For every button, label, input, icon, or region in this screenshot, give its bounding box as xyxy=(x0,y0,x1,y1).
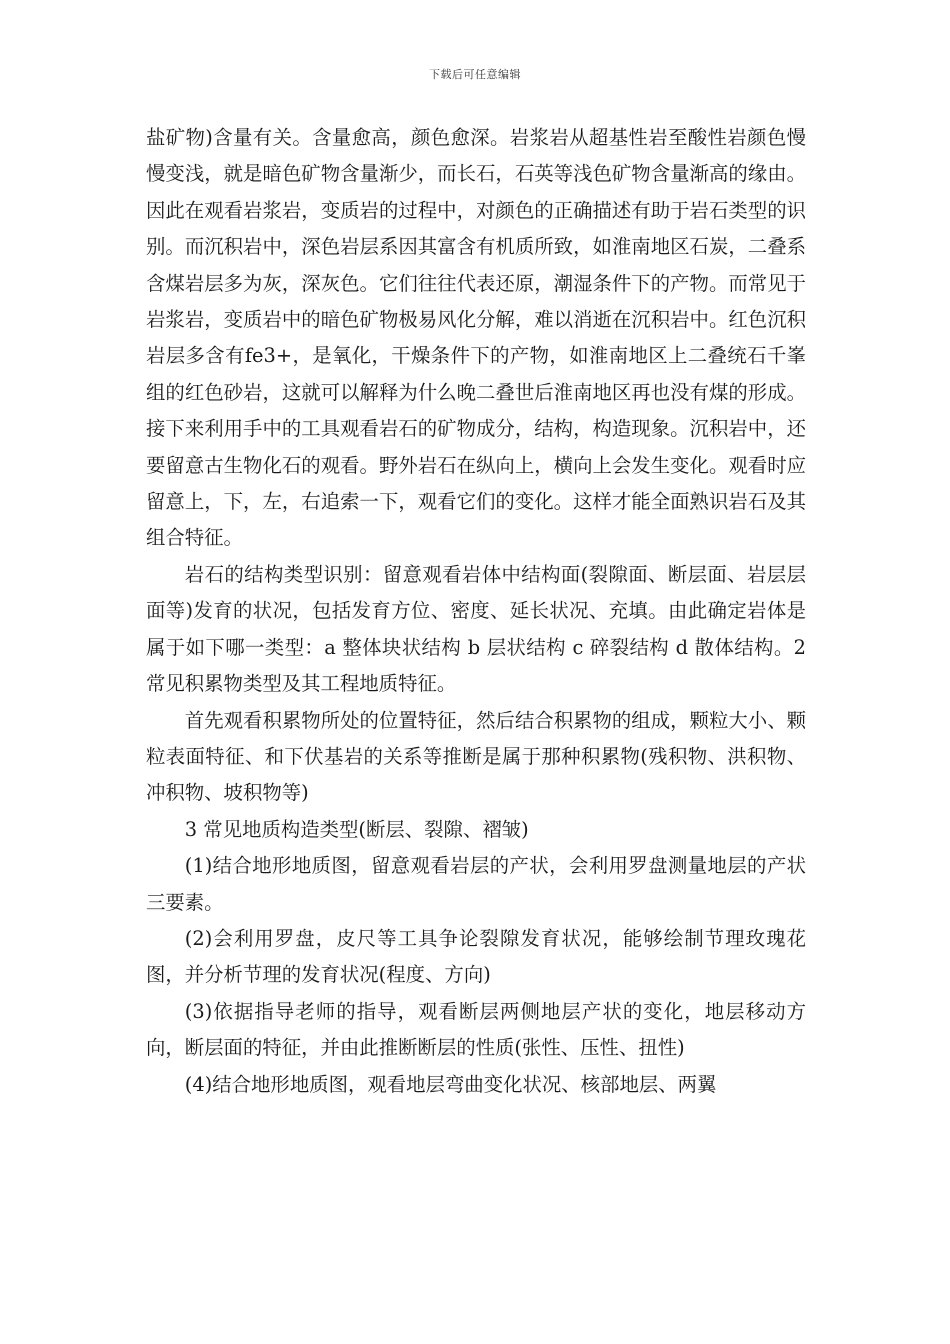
paragraph-item-2: (2)会利用罗盘，皮尺等工具争论裂隙发育状况，能够绘制节理玫瑰花图，并分析节理的发育状况(程度、方向) xyxy=(146,926,806,987)
paragraph-rock-color: 盐矿物)含量有关。含量愈高，颜色愈深。岩浆岩从超基性岩至酸性岩颜色慢慢变浅，就是暗色矿物含量渐少，而长石，石英等浅色矿物含量渐高的缘由。因此在观看岩浆岩，变质岩的过程中，对颜色的正确描述有助于岩石类型的识别。而沉积岩中，深色岩层系因其富含有机质所致，如淮南地区石炭，二叠系含煤岩层多为灰，深灰色。它们往往代表还原，潮湿条件下的产物。而常见于岩浆岩，变质岩中的暗色矿物极易风化分解，难以消逝在沉积岩中。红色沉积岩层多含有fe3+，是氧化，干燥条件下的产物，如淮南地区上二叠统石千峯组的红色砂岩，这就可以解释为什么晚二叠世后淮南地区再也没有煤的形成。接下来利用手中的工具观看岩石的矿物成分，结构，构造现象。沉积岩中，还要留意古生物化石的观看。野外岩石在纵向上，横向上会发生变化。观看时应留意上，下，左，右追索一下，观看它们的变化。这样才能全面熟识岩石及其组合特征。 xyxy=(146,126,806,550)
paragraph-item-1: (1)结合地形地质图，留意观看岩层的产状，会利用罗盘测量地层的产状三要素。 xyxy=(146,854,806,914)
paragraph-deposits: 首先观看积累物所处的位置特征，然后结合积累物的组成，颗粒大小、颗粒表面特征、和下伏基岩的关系等推断是属于那种积累物(残积物、洪积物、冲积物、坡积物等) xyxy=(146,708,806,805)
document-body xyxy=(146,120,806,1103)
paragraph-item-4: (4)结合地形地质图，观看地层弯曲变化状况、核部地层、两翼 xyxy=(184,1072,717,1096)
page-header: 下载后可任意编辑 xyxy=(429,68,521,81)
paragraph-rock-structure: 岩石的结构类型识别：留意观看岩体中结构面(裂隙面、断层面、岩层层面等)发育的状况，包括发育方位、密度、延长状况、充填。由此确定岩体是属于如下哪一类型：a 整体块状结构 b 层状结构 c 碎裂结构 d 散体结构。2 常见积累物类型及其工程地质特征。 xyxy=(146,562,806,696)
paragraph-item-3: (3)依据指导老师的指导，观看断层两侧地层产状的变化，地层移动方向，断层面的特征，并由此推断断层的性质(张性、压性、扭性) xyxy=(146,999,806,1060)
paragraph-section-heading: 3 常见地质构造类型(断层、裂隙、褶皱) xyxy=(184,817,529,841)
